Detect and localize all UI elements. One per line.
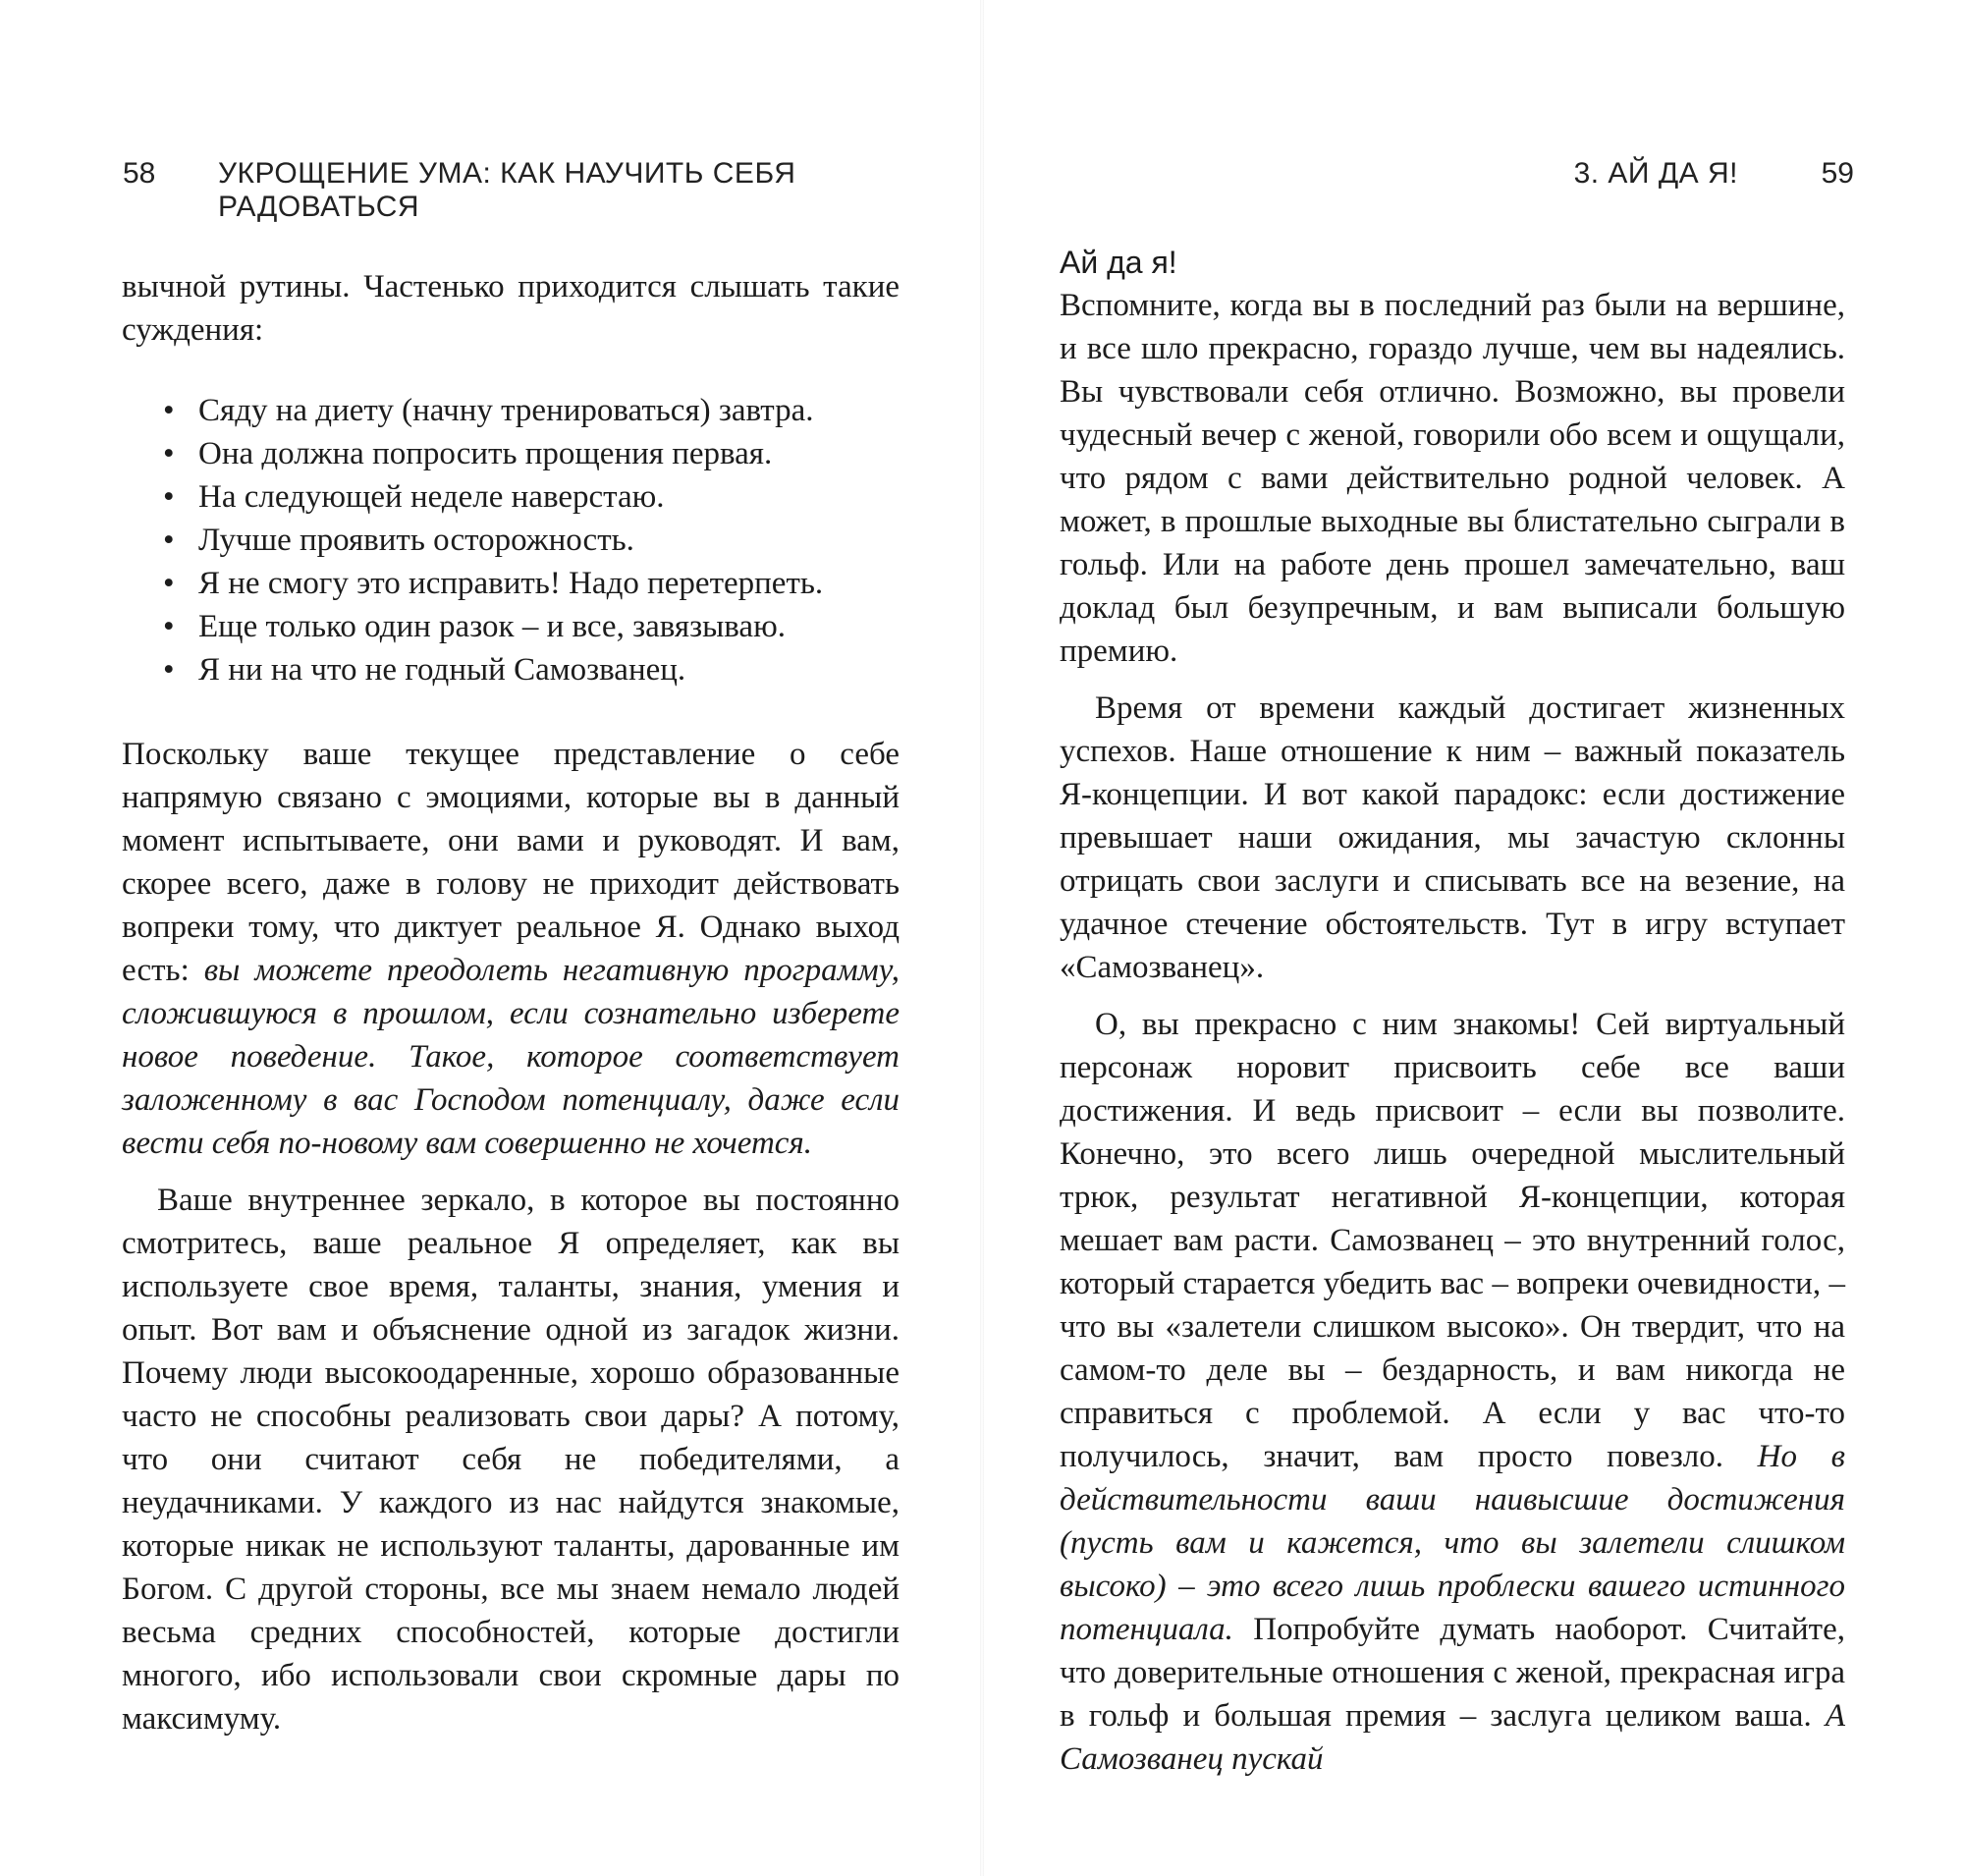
left-paragraph-2: Ваше внутреннее зеркало, в которое вы постоянно смотритесь, ваше реальное Я определяет, как вы используете свое время, таланты, знания, умения и опыт. Вот вам и объяснение одной из загадок жизни. Почему люди высокоодаренные, хорошо образованные часто не способны реализовать свои дары? А потому, что они считают себя не победителями, а неудачниками. У каждого из нас найдутся знакомые, которые никак не используют таланты, дарованные им Богом. С другой стороны, все мы знаем немало людей весьма средних способностей, которые достигли многого, ибо использовали свои скромные дары по максимуму.: [122, 1183, 900, 1737]
right-paragraph-3-emphasis-2: А Самозванец пускай: [1060, 1698, 1845, 1777]
bullet-list: [122, 389, 900, 691]
list-item-text: Лучше проявить осторожность.: [198, 523, 634, 558]
right-paragraph-3-text-2: Попробуйте думать наоборот. Считайте, что доверительные отношения с женой, прекрасная игра в гольф и большая премия – заслуга целиком ваша.: [1060, 1612, 1845, 1734]
right-page: [982, 0, 1964, 1876]
list-item-text: Сяду на диету (начну тренироваться) завтра.: [198, 393, 814, 428]
list-item: [163, 389, 900, 432]
list-item-text: Она должна попросить прощения первая.: [198, 436, 773, 471]
right-paragraph-3: [1060, 1003, 1845, 1781]
bullet-icon: •: [163, 479, 175, 515]
list-item: [163, 432, 900, 475]
left-running-head: УКРОЩЕНИЕ УМА: КАК НАУЧИТЬ СЕБЯ РАДОВАТЬСЯ: [218, 157, 796, 223]
left-paragraph-1-text: Поскольку ваше текущее представление о себе напрямую связано с эмоциями, которые вы в данный момент испытываете, они вами и руководят. И вам, скорее всего, даже в голову не приходит действовать вопреки тому, что диктует реальное Я. Однако выход есть:: [122, 737, 900, 988]
left-body-text: [122, 265, 900, 1740]
list-item: [163, 562, 900, 605]
list-item: [163, 648, 900, 691]
list-item-text: На следующей неделе наверстаю.: [198, 479, 665, 515]
right-paragraph-3-emphasis: Но в действительности ваши наивысшие достижения (пусть вам и кажется, что вы залетели слишком высоко) – это всего лишь проблески вашего истинного потенциала.: [1060, 1439, 1845, 1647]
section-title: Ай да я!: [1060, 245, 1177, 280]
list-item-text: Я ни на что не годный Самозванец.: [198, 652, 686, 688]
list-item-text: Еще только один разок – и все, завязываю.: [198, 609, 786, 644]
bullet-icon: •: [163, 609, 175, 644]
bullet-icon: •: [163, 566, 175, 601]
right-page-number: 59: [1821, 157, 1854, 190]
right-paragraph-3-text: О, вы прекрасно с ним знакомы! Сей виртуальный персонаж норовит присвоить себе все ваши достижения. И ведь присвоит – если вы позволите. Конечно, это всего лишь очередной мыслительный трюк, результат негативной Я-концепции, которая мешает вам расти. Самозванец – это внутренний голос, который старается убедить вас – вопреки очевидности, – что вы «залетели слишком высоко». Он твердит, что на самом-то деле вы – бездарность, и вам никогда не справиться с проблемой. А если у вас что-то получилось, значит, вам просто повезло.: [1060, 1007, 1845, 1474]
right-paragraph-2: Время от времени каждый достигает жизненных успехов. Наше отношение к ним – важный показатель Я-концепции. И вот какой парадокс: если достижение превышает наши ожидания, мы зачастую склонны отрицать свои заслуги и списывать все на везение, на удачное стечение обстоятельств. Тут в игру вступает «Самозванец».: [1060, 690, 1845, 985]
left-intro-paragraph: вычной рутины. Частенько приходится слышать такие суждения:: [122, 269, 900, 348]
list-item: [163, 519, 900, 562]
left-paragraph-1-emphasis: вы можете преодолеть негативную программу, сложившуюся в прошлом, если сознательно изберете новое поведение. Такое, которое соответствует заложенному в вас Господом потенциалу, даже если вести себя по-новому вам совершенно не хочется.: [122, 953, 900, 1161]
bullet-icon: •: [163, 393, 175, 428]
right-paragraph-1: Вспомните, когда вы в последний раз были на вершине, и все шло прекрасно, гораздо лучше, чем вы надеялись. Вы чувствовали себя отлично. Возможно, вы провели чудесный вечер с женой, говорили обо всем и ощущали, что рядом с вами действительно родной человек. А может, в прошлые выходные вы блистательно сыграли в гольф. Или на работе день прошел замечательно, ваш доклад был безупречным, и вам выписали большую премию.: [1060, 288, 1845, 669]
list-item-text: Я не смогу это исправить! Надо перетерпеть.: [198, 566, 824, 601]
right-running-head: 3. АЙ ДА Я!: [1573, 157, 1738, 190]
right-body-text: [1060, 241, 1845, 1781]
bullet-icon: •: [163, 523, 175, 558]
list-item: [163, 605, 900, 648]
bullet-icon: •: [163, 652, 175, 688]
bullet-icon: •: [163, 436, 175, 471]
left-page-number: 58: [123, 157, 156, 190]
list-item: [163, 475, 900, 519]
left-paragraph-1: [122, 733, 900, 1165]
